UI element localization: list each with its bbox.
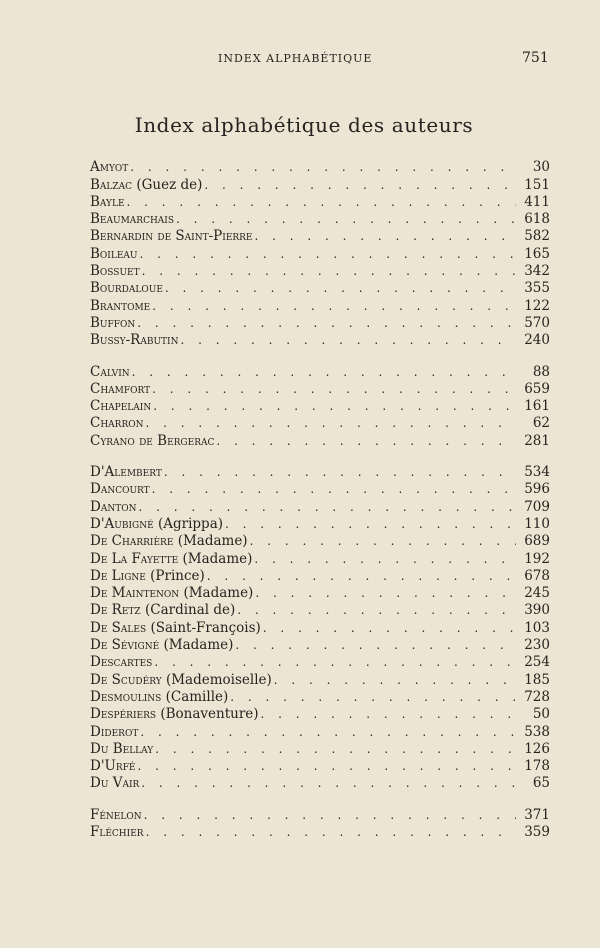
author-surname: D'Urfé xyxy=(90,758,136,775)
page-reference: 30 xyxy=(532,159,550,176)
author-name xyxy=(90,365,130,380)
index-entry xyxy=(90,805,550,822)
dot-leader xyxy=(250,534,516,549)
author-name xyxy=(90,382,150,397)
index-entry xyxy=(90,362,550,379)
page-reference: 165 xyxy=(524,245,550,262)
author-name xyxy=(90,825,144,840)
author-surname: Fléchier xyxy=(90,823,144,840)
dot-leader xyxy=(255,586,516,601)
index-entry xyxy=(90,414,550,431)
dot-leader xyxy=(204,178,516,193)
author-qualifier: (Madame) xyxy=(183,585,254,602)
dot-leader xyxy=(225,517,516,532)
author-surname: Amyot xyxy=(90,159,129,176)
author-name xyxy=(90,621,261,636)
index-entry xyxy=(90,397,550,414)
page-reference: 151 xyxy=(524,176,550,193)
author-surname: Bossuet xyxy=(90,263,140,280)
author-name xyxy=(90,482,150,497)
page-reference: 281 xyxy=(524,432,550,449)
dot-leader xyxy=(138,759,516,774)
dot-leader xyxy=(164,465,516,480)
dot-leader xyxy=(216,434,516,449)
author-surname: De Charrière xyxy=(90,533,174,550)
author-name xyxy=(90,399,151,414)
page-reference: 582 xyxy=(524,228,550,245)
page-reference: 709 xyxy=(524,498,550,515)
author-qualifier: (Mademoiselle) xyxy=(165,671,272,688)
index-entry xyxy=(90,227,550,244)
author-name xyxy=(90,586,253,601)
page-reference: 355 xyxy=(524,280,550,297)
page-reference: 618 xyxy=(524,211,550,228)
page-reference: 230 xyxy=(524,637,550,654)
index-entry xyxy=(90,158,550,175)
page-reference: 88 xyxy=(532,363,550,380)
author-name xyxy=(90,690,228,705)
index-entry xyxy=(90,653,550,670)
index-entry xyxy=(90,774,550,791)
index-entry xyxy=(90,636,550,653)
page-reference: 534 xyxy=(524,464,550,481)
dot-leader xyxy=(180,333,516,348)
author-name xyxy=(90,160,128,175)
index-entry xyxy=(90,463,550,480)
author-name xyxy=(90,638,233,653)
author-surname: D'Aubigné xyxy=(90,515,154,532)
index-entry xyxy=(90,722,550,739)
author-name xyxy=(90,707,259,722)
author-surname: D'Alembert xyxy=(90,464,162,481)
author-surname: Boileau xyxy=(90,245,138,262)
page-reference: 359 xyxy=(524,823,550,840)
author-surname: Danton xyxy=(90,498,137,515)
dot-leader xyxy=(142,264,516,279)
dot-leader xyxy=(207,569,516,584)
author-qualifier: (Bonaventure) xyxy=(160,706,259,723)
author-surname: Chapelain xyxy=(90,398,152,415)
index-entry xyxy=(90,175,550,192)
index-entry xyxy=(90,688,550,705)
page-reference: 185 xyxy=(524,671,550,688)
author-surname: De Retz xyxy=(90,602,141,619)
index-entry xyxy=(90,314,550,331)
dot-leader xyxy=(237,603,516,618)
dot-leader xyxy=(255,229,516,244)
index-entry xyxy=(90,740,550,757)
author-name xyxy=(90,299,150,314)
dot-leader xyxy=(137,316,516,331)
page-reference: 390 xyxy=(524,602,550,619)
page-reference: 538 xyxy=(524,723,550,740)
index-entry xyxy=(90,532,550,549)
author-name xyxy=(90,195,125,210)
author-qualifier: (Madame) xyxy=(177,533,248,550)
author-name xyxy=(90,725,138,740)
index-entry xyxy=(90,670,550,687)
index-entry xyxy=(90,823,550,840)
page-reference: 110 xyxy=(524,515,550,532)
author-surname: Bourdaloue xyxy=(90,280,163,297)
author-name xyxy=(90,465,162,480)
author-name xyxy=(90,759,136,774)
dot-leader xyxy=(130,160,516,175)
author-surname: Bussy-Rabutin xyxy=(90,332,179,349)
author-surname: Calvin xyxy=(90,363,130,380)
page-reference: 240 xyxy=(524,332,550,349)
dot-leader xyxy=(145,416,516,431)
author-surname: Brantome xyxy=(90,297,151,314)
author-name xyxy=(90,416,143,431)
page-reference: 161 xyxy=(524,398,550,415)
author-name xyxy=(90,742,153,757)
page-reference: 596 xyxy=(524,481,550,498)
page-reference: 411 xyxy=(524,193,550,210)
author-qualifier: (Prince) xyxy=(150,567,205,584)
author-surname: De Scudéry xyxy=(90,671,162,688)
dot-leader xyxy=(154,655,516,670)
author-qualifier: (Guez de) xyxy=(136,176,203,193)
dot-leader xyxy=(140,247,517,262)
index-entry xyxy=(90,549,550,566)
dot-leader xyxy=(263,621,516,636)
page-number: 751 xyxy=(522,50,549,66)
dot-leader xyxy=(274,673,516,688)
index-entry xyxy=(90,244,550,261)
author-name xyxy=(90,434,214,449)
author-name xyxy=(90,808,142,823)
author-name xyxy=(90,281,163,296)
dot-leader xyxy=(254,552,516,567)
author-surname: Beaumarchais xyxy=(90,211,175,228)
page-reference: 192 xyxy=(524,550,550,567)
author-name xyxy=(90,603,235,618)
dot-leader xyxy=(152,382,516,397)
author-surname: Diderot xyxy=(90,723,139,740)
index-entry xyxy=(90,431,550,448)
author-name xyxy=(90,333,178,348)
author-name xyxy=(90,500,136,515)
author-surname: Bayle xyxy=(90,193,125,210)
author-surname: Desmoulins xyxy=(90,688,162,705)
dot-leader xyxy=(176,212,516,227)
dot-leader xyxy=(230,690,516,705)
index-entry xyxy=(90,279,550,296)
page-reference: 728 xyxy=(524,688,550,705)
running-header xyxy=(0,50,600,70)
page-reference: 659 xyxy=(524,380,550,397)
author-qualifier: (Madame) xyxy=(182,550,253,567)
author-name xyxy=(90,673,272,688)
page-reference: 689 xyxy=(524,533,550,550)
author-name xyxy=(90,655,152,670)
index-entry xyxy=(90,584,550,601)
author-name xyxy=(90,247,138,262)
author-name xyxy=(90,552,252,567)
author-name xyxy=(90,316,135,331)
index-group xyxy=(90,362,550,448)
author-name xyxy=(90,264,140,279)
author-qualifier: (Agrippa) xyxy=(157,515,224,532)
page-reference: 678 xyxy=(524,567,550,584)
index-entry xyxy=(90,618,550,635)
author-surname: Du Bellay xyxy=(90,740,154,757)
page-reference: 50 xyxy=(532,706,550,723)
page-reference: 62 xyxy=(532,415,550,432)
author-surname: Cyrano de Bergerac xyxy=(90,432,215,449)
dot-leader xyxy=(261,707,516,722)
index-group xyxy=(90,805,550,840)
author-surname: Dancourt xyxy=(90,481,150,498)
dot-leader xyxy=(144,808,516,823)
page-reference: 103 xyxy=(524,619,550,636)
index-entry xyxy=(90,757,550,774)
page-reference: 570 xyxy=(524,314,550,331)
author-index xyxy=(90,158,550,854)
index-entry xyxy=(90,210,550,227)
dot-leader xyxy=(132,365,516,380)
page-reference: 178 xyxy=(524,758,550,775)
dot-leader xyxy=(165,281,516,296)
index-entry xyxy=(90,331,550,348)
dot-leader xyxy=(235,638,516,653)
author-qualifier: (Camille) xyxy=(165,688,229,705)
dot-leader xyxy=(140,725,516,740)
index-group xyxy=(90,158,550,348)
index-group xyxy=(90,463,550,792)
running-title: INDEX ALPHABÉTIQUE xyxy=(218,52,373,65)
index-entry xyxy=(90,497,550,514)
author-qualifier: (Madame) xyxy=(163,637,234,654)
author-surname: De Ligne xyxy=(90,567,146,584)
author-surname: Du Vair xyxy=(90,775,140,792)
author-name xyxy=(90,229,253,244)
author-name xyxy=(90,534,248,549)
dot-leader xyxy=(152,299,516,314)
index-entry xyxy=(90,515,550,532)
author-surname: Descartes xyxy=(90,654,153,671)
page-reference: 245 xyxy=(524,585,550,602)
index-entry xyxy=(90,380,550,397)
index-entry xyxy=(90,480,550,497)
index-entry xyxy=(90,601,550,618)
author-surname: Bernardin de Saint-Pierre xyxy=(90,228,253,245)
author-surname: De Sales xyxy=(90,619,147,636)
author-name xyxy=(90,776,139,791)
author-surname: Balzac xyxy=(90,176,133,193)
author-surname: De Maintenon xyxy=(90,585,180,602)
index-title: Index alphabétique des auteurs xyxy=(134,113,474,137)
dot-leader xyxy=(146,825,516,840)
author-surname: De Sévigné xyxy=(90,637,160,654)
index-entry xyxy=(90,705,550,722)
author-surname: Chamfort xyxy=(90,380,151,397)
index-entry xyxy=(90,262,550,279)
page-reference: 342 xyxy=(524,263,550,280)
page-reference: 122 xyxy=(524,297,550,314)
page-reference: 126 xyxy=(524,740,550,757)
index-entry xyxy=(90,567,550,584)
dot-leader xyxy=(155,742,516,757)
author-surname: Fénelon xyxy=(90,806,142,823)
page-reference: 65 xyxy=(532,775,550,792)
author-name xyxy=(90,178,202,193)
index-entry xyxy=(90,296,550,313)
author-qualifier: (Saint-François) xyxy=(150,619,261,636)
dot-leader xyxy=(127,195,516,210)
author-name xyxy=(90,569,205,584)
index-entry xyxy=(90,193,550,210)
page-reference: 254 xyxy=(524,654,550,671)
dot-leader xyxy=(153,399,516,414)
page-reference: 371 xyxy=(524,806,550,823)
author-surname: Despériers xyxy=(90,706,157,723)
author-surname: Buffon xyxy=(90,314,136,331)
author-qualifier: (Cardinal de) xyxy=(144,602,236,619)
dot-leader xyxy=(152,482,516,497)
author-name xyxy=(90,517,223,532)
author-surname: De La Fayette xyxy=(90,550,179,567)
author-surname: Charron xyxy=(90,415,144,432)
dot-leader xyxy=(141,776,516,791)
dot-leader xyxy=(138,500,516,515)
author-name xyxy=(90,212,174,227)
